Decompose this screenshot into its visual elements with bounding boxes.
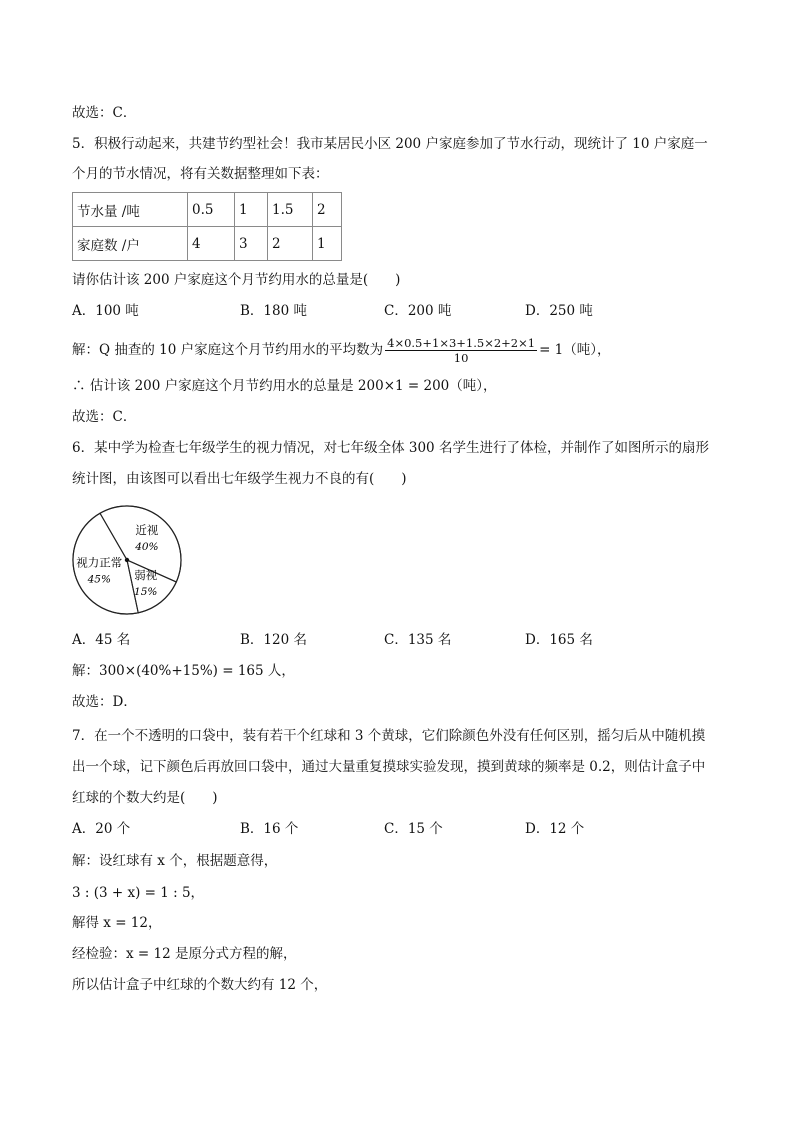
q7-option-b: B．16 个 [240,821,299,837]
q5-solution-suffix: = 1（吨）， [539,342,611,358]
q5-option-b: B．180 吨 [240,303,307,319]
table-row [73,193,342,227]
pie-slice-value-label: 40% [135,540,159,553]
q5-fraction-denominator: 10 [453,351,469,365]
q7-solution-line3: 解得 x = 12， [72,915,162,931]
pie-slice-label: 弱视 [134,568,158,583]
table-row-header: 家庭数 /户 [73,227,188,261]
pie-slice-value-label: 45% [87,573,111,586]
table-cell: 1.5 [268,193,313,227]
q7-option-a: A．20 个 [72,821,131,837]
table-cell: 0.5 [188,193,235,227]
q7-solution-line1: 解：设红球有 x 个，根据题意得， [72,853,278,869]
q6-option-c: C．135 名 [384,632,452,648]
q5-option-d: D．250 吨 [525,303,593,319]
q7-stem-line2: 出一个球，记下颜色后再放回口袋中，通过大量重复摸球实验发现，摸到黄球的频率是 0.2，则估计盒子中 [72,759,706,775]
q7-solution-line5: 所以估计盒子中红球的个数大约有 12 个， [72,977,328,993]
table-cell: 3 [235,227,268,261]
table-cell: 4 [188,227,235,261]
q6-solution: 解：300×(40%+15%) = 165 人， [72,663,295,679]
pie-slice-label: 视力正常 [76,555,123,570]
table-row [73,227,342,261]
pie-slice-value-label: 15% [134,586,158,599]
q6-stem-line1: 6．某中学为检查七年级学生的视力情况，对七年级全体 300 名学生进行了体检，并制作了如图所示的扇形 [72,440,709,456]
q5-solution-prefix: 解：Q 抽查的 10 户家庭这个月节约用水的平均数为 [72,342,384,358]
q5-answer: 故选：C． [72,409,137,425]
q5-question: 请你估计该 200 户家庭这个月节约用水的总量是( ) [72,272,401,288]
q7-solution-line4: 经检验：x = 12 是原分式方程的解， [72,946,297,962]
q5-solution-line1 [72,332,611,368]
q7-option-c: C．15 个 [384,821,443,837]
q6-option-a: A．45 名 [72,632,131,648]
q5-stem-line1: 5．积极行动起来，共建节约型社会！我市某居民小区 200 户家庭参加了节水行动，现统计了 10 户家庭一 [72,136,708,152]
q6-option-d: D．165 名 [525,632,593,648]
q5-data-table [72,192,342,261]
q7-solution-line2: 3 : (3 + x) = 1 : 5， [72,885,205,901]
q6-stem-line2: 统计图，由该图可以看出七年级学生视力不良的有( ) [72,471,407,487]
q6-pie-chart [72,505,186,619]
pie-slice-label: 近视 [135,522,159,537]
table-cell: 1 [313,227,342,261]
q5-fraction [385,336,537,365]
pie-center-dot [125,558,129,562]
table-cell: 2 [268,227,313,261]
q7-option-d: D．12 个 [525,821,585,837]
table-cell: 1 [235,193,268,227]
q5-option-c: C．200 吨 [384,303,452,319]
q5-stem-line2: 个月的节水情况，将有关数据整理如下表： [72,166,329,182]
q7-stem-line1: 7．在一个不透明的口袋中，装有若干个红球和 3 个黄球，它们除颜色外没有任何区别，摇匀后从中随机摸 [72,728,706,744]
q4-answer: 故选：C． [72,105,137,121]
table-cell: 2 [313,193,342,227]
table-row-header: 节水量 /吨 [73,193,188,227]
q7-stem-line3: 红球的个数大约是( ) [72,790,218,806]
q5-solution-line2: ∴ 估计该 200 户家庭这个月节约用水的总量是 200×1 = 200（吨）， [72,378,497,394]
q6-answer: 故选：D． [72,694,137,710]
q5-option-a: A．100 吨 [72,303,139,319]
q5-fraction-numerator: 4×0.5+1×3+1.5×2+2×1 [387,336,536,350]
q6-option-b: B．120 名 [240,632,307,648]
